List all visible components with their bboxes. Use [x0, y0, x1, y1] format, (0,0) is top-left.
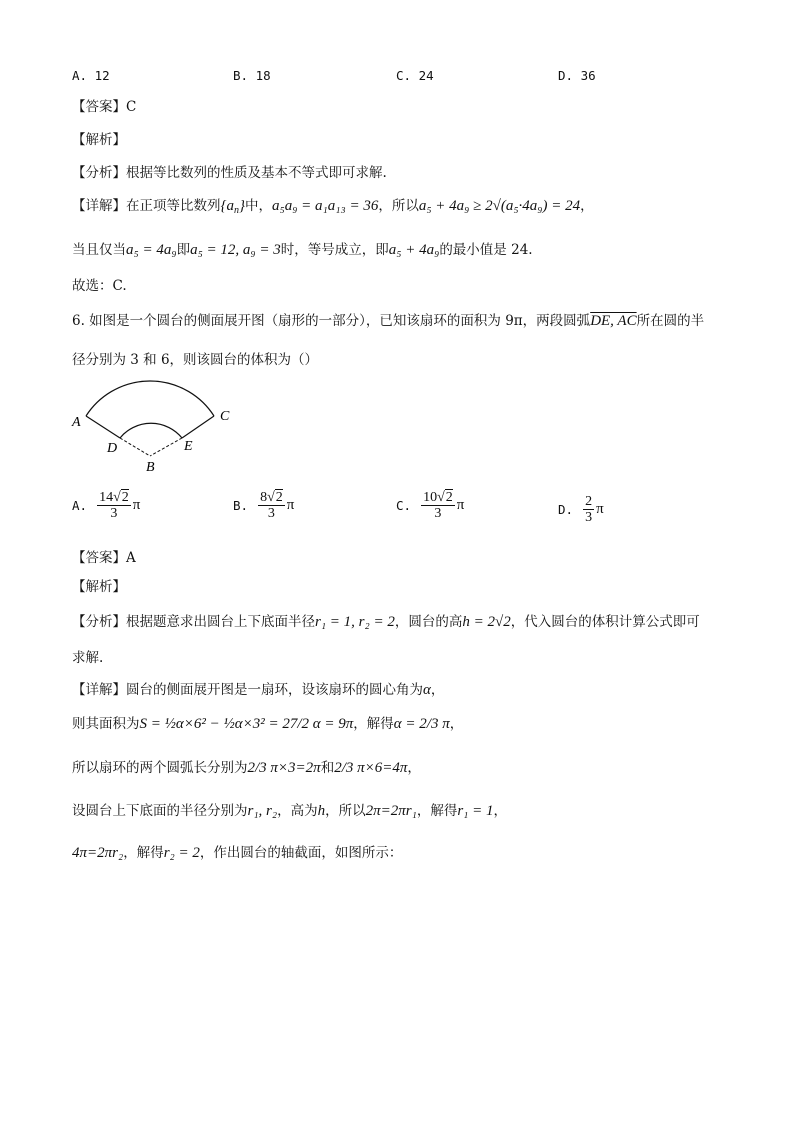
- prev-option-b: B. 18: [233, 68, 271, 83]
- q5-detail-line: [72, 196, 594, 221]
- side-ce: [182, 416, 214, 438]
- q5-l2-eq3: a₅ + 4a₉: [388, 242, 440, 258]
- q5-eq1: a₅a₉ = a₁a₁₃ = 36: [272, 198, 379, 214]
- inner-arc-de: [120, 423, 182, 438]
- label-a: A: [72, 415, 81, 430]
- q6-detail-line5: 4π=2πr₂，解得r₂ = 2，作出圆台的轴截面，如图所示：: [72, 845, 403, 861]
- label-e: E: [184, 439, 193, 454]
- q6-fenxi-line1: 【分析】根据题意求出圆台上下底面半径r₁ = 1, r₂ = 2，圆台的高h = 2√2，代入圆台的体积计算公式即可: [72, 614, 700, 630]
- q5-detail-prefix: 【详解】在正项等比数列: [72, 198, 221, 214]
- q5-l2-tail: 的最小值是 24.: [439, 242, 533, 258]
- label-b: B: [146, 460, 155, 475]
- q5-detail-mid: 中，: [245, 198, 272, 214]
- q5-fenxi: 【分析】根据等比数列的性质及基本不等式即可求解.: [72, 165, 387, 181]
- side-ad: [86, 416, 120, 438]
- q6-fenxi-line2: 求解.: [72, 650, 104, 666]
- q5-eq2: a₅ + 4a₉ ≥ 2√(a₅·4a₉) = 24: [418, 198, 581, 214]
- q6-option-d: D. $\frac{2}{3}$ π: [558, 494, 604, 525]
- q6-option-c: C. $\frac{10√2}{3}$ π: [396, 490, 465, 521]
- q6-stem1: 6. 如图是一个圆台的侧面展开图（扇形的一部分），已知该扇环的面积为 9π，两段圆弧: [72, 313, 591, 329]
- q6-stem-line2: 径分别为 3 和 6，则该圆台的体积为（）: [72, 352, 319, 368]
- q6-stem1-tail: 所在圆的半: [636, 313, 705, 329]
- outer-arc-ac: [86, 381, 214, 416]
- q6-stem-line1: [72, 311, 704, 331]
- prev-option-c: C. 24: [396, 68, 434, 83]
- prev-option-a: A. 12: [72, 68, 110, 83]
- label-c: C: [220, 409, 230, 424]
- q6-option-a: A. $\frac{14√2}{3}$ π: [72, 490, 141, 521]
- q5-l2-eq1: a₅ = 4a₉: [126, 242, 177, 258]
- q6-detail-line4: 设圆台上下底面的半径分别为r₁, r₂，高为h，所以2π=2πr₁，解得r₁ = 1，: [72, 803, 508, 819]
- sector-ring-figure: [68, 380, 248, 476]
- q6-arcs: DE, AC: [590, 313, 637, 329]
- q6-detail-line1: 【详解】圆台的侧面展开图是一扇环，设该扇环的圆心角为α，: [72, 682, 445, 698]
- q6-analysis-label: 【解析】: [72, 579, 126, 595]
- q5-detail-mid2: ，所以: [378, 198, 419, 214]
- label-d: D: [107, 441, 118, 456]
- q6-answer: 【答案】A: [72, 550, 136, 566]
- q5-choose: 故选：C.: [72, 278, 127, 294]
- q5-l2-mid: 即: [176, 242, 191, 258]
- q5-l2-eq2: a₅ = 12, a₉ = 3: [190, 242, 281, 258]
- q5-analysis-label: 【解析】: [72, 132, 126, 148]
- q5-l2-prefix: 当且仅当: [72, 242, 126, 258]
- q5-line2: [72, 240, 533, 260]
- dash-eb: [150, 438, 182, 456]
- q5-detail-tail: ，: [580, 198, 594, 214]
- prev-option-d: D. 36: [558, 68, 596, 83]
- q6-detail-line3: 所以扇环的两个圆弧长分别为2/3 π×3=2π和2/3 π×6=4π，: [72, 760, 421, 776]
- q5-l2-mid2: 时，等号成立，即: [280, 242, 389, 258]
- dash-db: [120, 438, 150, 456]
- q6-option-b: B. $\frac{8√2}{3}$ π: [233, 490, 295, 521]
- q5-answer: 【答案】C: [72, 99, 137, 115]
- seq-an: $\{a_n\}$: [220, 198, 245, 216]
- q6-detail-line2: 则其面积为S = ½α×6² − ½α×3² = 27/2 α = 9π，解得α = 2/3 π，: [72, 716, 464, 732]
